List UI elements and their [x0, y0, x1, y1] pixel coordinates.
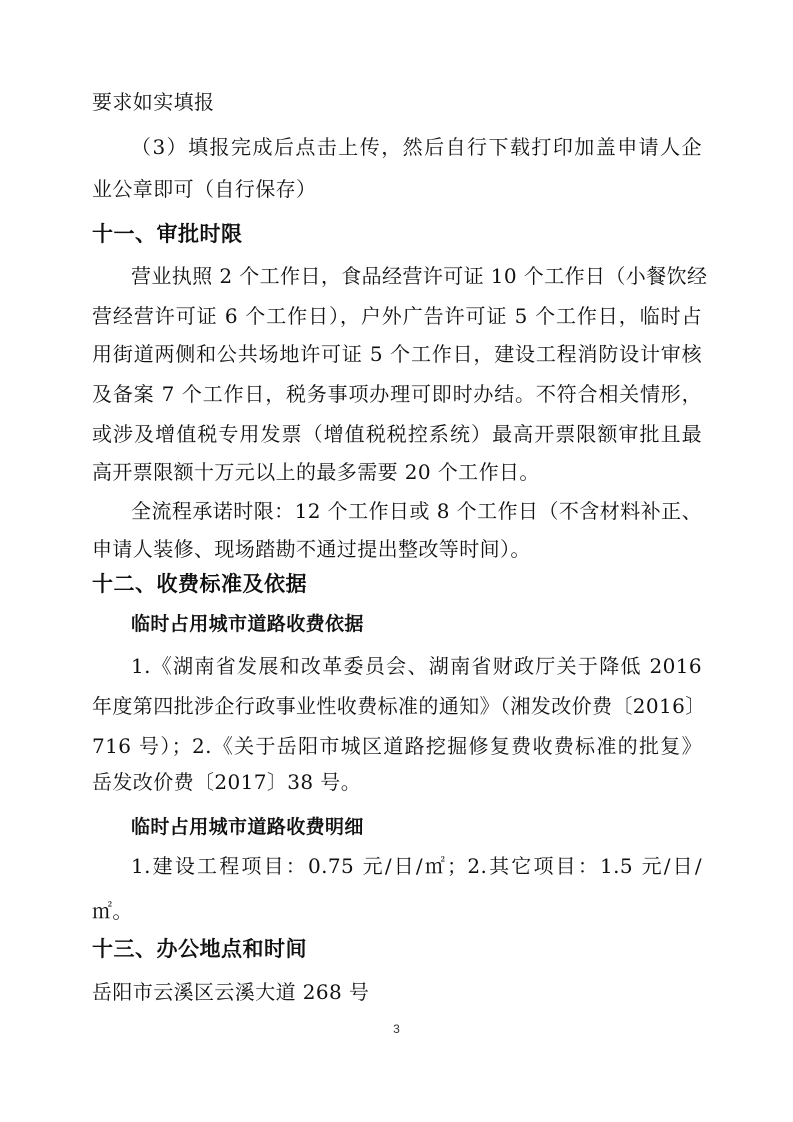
paragraph-line: 全流程承诺时限：12 个工作日或 8 个工作日（不含材料补正、: [131, 499, 702, 523]
paragraph-line: ㎡。: [92, 899, 133, 923]
paragraph-line: 业公章即可（自行保存）: [92, 177, 317, 201]
subheading-fee-basis: 临时占用城市道路收费依据: [131, 613, 364, 635]
paragraph-line: 1.建设工程项目：0.75 元/日/㎡；2.其它项目：1.5 元/日/: [131, 854, 702, 878]
paragraph-line: 营业执照 2 个工作日，食品经营许可证 10 个工作日（小餐饮经: [131, 264, 708, 288]
section-heading-12: 十二、收费标准及依据: [92, 572, 307, 596]
paragraph-line: 1.《湖南省发展和改革委员会、湖南省财政厅关于降低 2016: [131, 654, 702, 678]
paragraph-line: 岳阳市云溪区云溪大道 268 号: [92, 980, 370, 1004]
section-heading-11: 十一、审批时限: [92, 222, 243, 246]
subheading-fee-details: 临时占用城市道路收费明细: [131, 816, 364, 838]
section-heading-13: 十三、办公地点和时间: [92, 937, 307, 961]
paragraph-line: 要求如实填报: [92, 90, 215, 114]
paragraph-line: 高开票限额十万元以上的最多需要 20 个工作日。: [92, 460, 540, 484]
page-number: 3: [393, 1022, 400, 1036]
paragraph-line: 及备案 7 个工作日，税务事项办理可即时办结。不符合相关情形，: [92, 382, 702, 406]
paragraph-line: 营经营许可证 6 个工作日），户外广告许可证 5 个工作日，临时占: [92, 304, 702, 328]
paragraph-line: 岳发改价费〔2017〕38 号。: [92, 770, 362, 794]
paragraph-line: （3）填报完成后点击上传，然后自行下载打印加盖申请人企: [131, 135, 702, 159]
paragraph-line: 用街道两侧和公共场地许可证 5 个工作日，建设工程消防设计审核: [92, 342, 702, 366]
paragraph-line: 申请人装修、现场踏勘不通过提出整改等时间）。: [92, 537, 531, 561]
paragraph-line: 或涉及增值税专用发票（增值税税控系统）最高开票限额审批且最: [92, 422, 702, 446]
paragraph-line: 716 号）；2.《关于岳阳市城区道路挖掘修复费收费标准的批复》: [92, 734, 702, 758]
paragraph-line: 年度第四批涉企行政事业性收费标准的通知》（湘发改价费〔2016〕: [92, 694, 706, 718]
